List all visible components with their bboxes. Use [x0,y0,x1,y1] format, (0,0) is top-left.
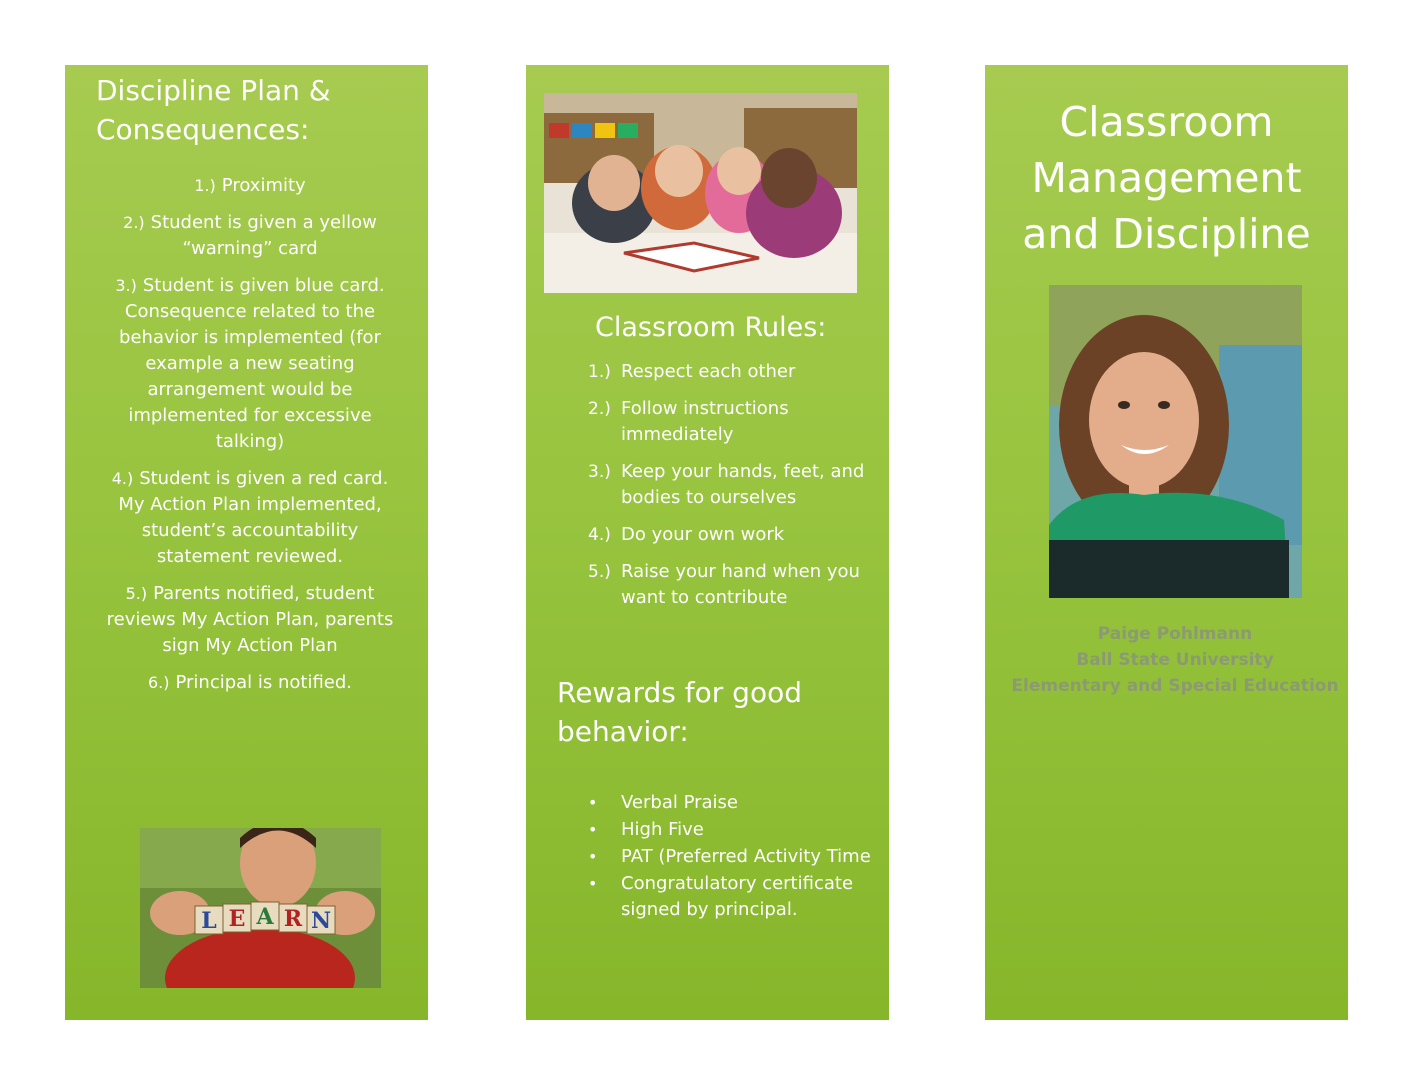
author-credits [1005,621,1345,699]
rewards-title: Rewards for good behavior: [557,676,802,748]
classroom-rules-list [588,359,878,622]
rule-item: 1.) Respect each other [588,361,796,382]
rule-item: 2.) Follow instructions immediately [588,398,789,445]
rules-panel [526,65,889,1020]
discipline-panel [65,65,428,1020]
reward-item: • PAT (Preferred Activity Time [588,844,883,870]
classroom-rules-title: Classroom Rules: [595,312,827,343]
learn-block-letter: L [201,908,217,934]
author-school: Ball State University [1076,650,1274,670]
learn-block-letter: A [256,904,274,930]
rule-item: 3.) Keep your hands, feet, and bodies to ourselves [588,461,865,508]
learn-block-letter: R [283,906,303,932]
learn-block-letter: N [310,908,332,934]
learn-block-letter: E [228,906,246,932]
bullet-icon: • [588,793,598,812]
discipline-title: Discipline Plan & Consequences: [96,74,331,146]
children-reading-photo [544,93,857,293]
teacher-portrait-photo [1049,285,1302,598]
discipline-item: 1.) Proximity [194,175,306,196]
discipline-list [105,173,395,707]
discipline-item: 4.) Student is given a red card. My Action Plan implemented, student’s accountability statement reviewed. [111,468,389,567]
discipline-item: 2.) Student is given a yellow “warning” card [123,212,377,259]
reward-item: • Congratulatory certificate signed by principal. [588,871,883,923]
author-program: Elementary and Special Education [1011,676,1339,696]
bullet-icon: • [588,820,598,839]
bullet-icon: • [588,874,598,893]
bullet-icon: • [588,847,598,866]
author-name: Paige Pohlmann [1097,624,1253,644]
reward-item: • Verbal Praise [588,790,883,816]
boy-learn-blocks-photo [140,828,381,988]
discipline-item: 5.) Parents notified, student reviews My Action Plan, parents sign My Action Plan [106,583,394,656]
rule-item: 5.) Raise your hand when you want to contribute [588,561,860,608]
brochure-title: Classroom Management and Discipline [1022,98,1311,258]
rewards-list [588,790,883,924]
discipline-item: 3.) Student is given blue card. Consequence related to the behavior is implemented (for example a new seating arrangement would be implemented for excessive talking) [115,275,385,452]
cover-panel [985,65,1348,1020]
discipline-item: 6.) Principal is notified. [147,672,353,693]
rule-item: 4.) Do your own work [588,524,785,545]
reward-item: • High Five [588,817,883,843]
